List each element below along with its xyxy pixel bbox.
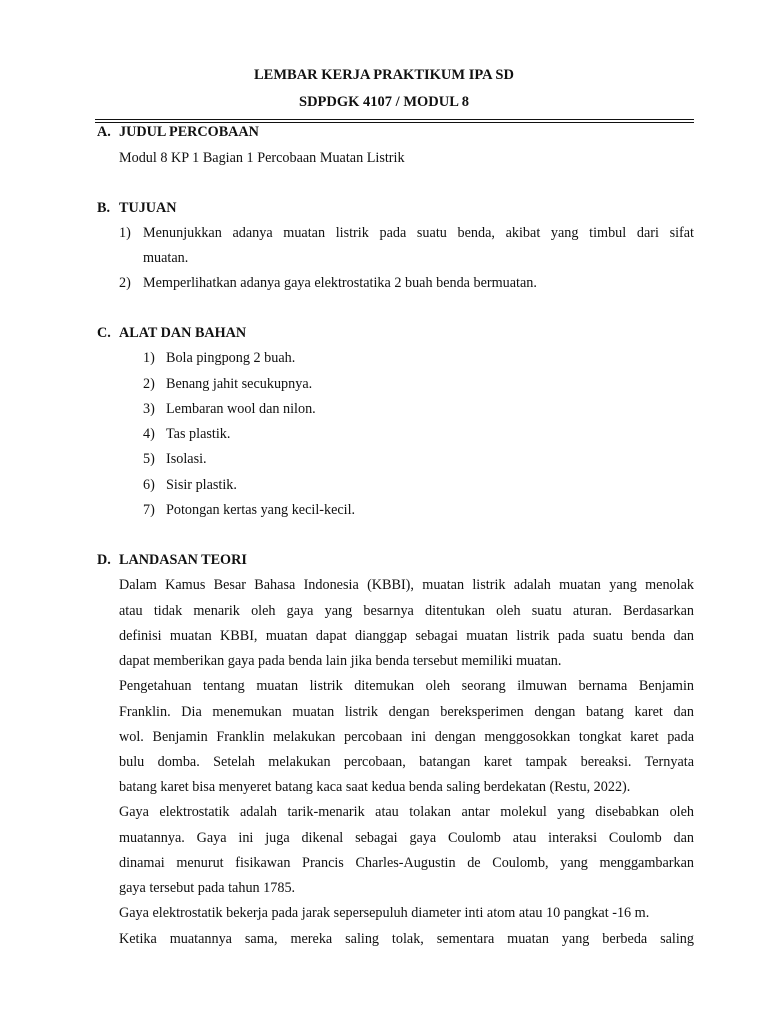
- alat-item-text: Potongan kertas yang kecil-kecil.: [166, 502, 356, 518]
- section-c-letter: C.: [97, 325, 111, 341]
- section-a-letter: A.: [97, 124, 111, 140]
- alat-item-text: Benang jahit secukupnya.: [166, 376, 313, 392]
- alat-item-text: Lembaran wool dan nilon.: [166, 401, 316, 417]
- alat-item-number: 2): [143, 376, 155, 392]
- tujuan-item-number: 1): [119, 225, 131, 241]
- theory-line: muatannya. Gaya ini juga dikenal sebagai gaya Coulomb atau interaksi Coulomb dan: [119, 830, 694, 846]
- theory-line: gaya tersebut pada tahun 1785.: [119, 880, 296, 896]
- alat-item-text: Sisir plastik.: [166, 477, 237, 493]
- section-c-heading: ALAT DAN BAHAN: [119, 325, 247, 341]
- theory-line: definisi muatan KBBI, muatan dapat dianggap sebagai muatan listrik pada suatu benda dan: [119, 628, 694, 644]
- alat-item-number: 6): [143, 477, 155, 493]
- theory-line: Gaya elektrostatik adalah tarik-menarik atau tolakan antar molekul yang disebabkan oleh: [119, 804, 694, 820]
- alat-item-text: Tas plastik.: [166, 426, 231, 442]
- alat-item-number: 1): [143, 350, 155, 366]
- theory-line: dapat memberikan gaya pada benda lain jika benda tersebut memiliki muatan.: [119, 653, 562, 669]
- tujuan-item-line: Memperlihatkan adanya gaya elektrostatika 2 buah benda bermuatan.: [143, 275, 537, 291]
- alat-item-number: 3): [143, 401, 155, 417]
- alat-item-number: 5): [143, 451, 155, 467]
- alat-item-number: 4): [143, 426, 155, 442]
- section-b-heading: TUJUAN: [119, 200, 177, 216]
- tujuan-item-line: Menunjukkan adanya muatan listrik pada suatu benda, akibat yang timbul dari sifat: [143, 225, 694, 241]
- document-subtitle: SDPDGK 4107 / MODUL 8: [299, 94, 469, 110]
- document-title: LEMBAR KERJA PRAKTIKUM IPA SD: [254, 67, 514, 83]
- tujuan-item-line: muatan.: [143, 250, 189, 266]
- theory-line: bulu domba. Setelah melakukan percobaan, batangan karet tampak bereaksi. Ternyata: [119, 754, 694, 770]
- alat-item-number: 7): [143, 502, 155, 518]
- theory-line: Franklin. Dia menemukan muatan listrik dengan bereksperimen dengan batang karet dan: [119, 704, 694, 720]
- theory-line: dinamai menurut fisikawan Prancis Charles-Augustin de Coulomb, yang menggambarkan: [119, 855, 694, 871]
- theory-line: batang karet bisa menyeret batang kaca saat kedua benda saling berdekatan (Restu, 2022).: [119, 779, 631, 795]
- tujuan-item-number: 2): [119, 275, 131, 291]
- theory-line: wol. Benjamin Franklin melakukan percobaan ini dengan menggosokkan tongkat karet pada: [119, 729, 694, 745]
- section-a-text: Modul 8 KP 1 Bagian 1 Percobaan Muatan Listrik: [119, 150, 405, 166]
- theory-line: Gaya elektrostatik bekerja pada jarak sepersepuluh diameter inti atom atau 10 pangkat -16 m.: [119, 905, 650, 921]
- theory-line: Pengetahuan tentang muatan listrik ditemukan oleh seorang ilmuwan bernama Benjamin: [119, 678, 694, 694]
- header-rule-top: [95, 119, 694, 120]
- section-a-heading: JUDUL PERCOBAAN: [119, 124, 259, 140]
- section-d-letter: D.: [97, 552, 111, 568]
- section-b-letter: B.: [97, 200, 111, 216]
- theory-line: Dalam Kamus Besar Bahasa Indonesia (KBBI), muatan listrik adalah muatan yang menolak: [119, 577, 694, 593]
- theory-line: atau tidak menarik oleh gaya yang besarnya ditentukan oleh suatu aturan. Berdasarkan: [119, 603, 694, 619]
- alat-item-text: Isolasi.: [166, 451, 207, 467]
- alat-item-text: Bola pingpong 2 buah.: [166, 350, 296, 366]
- theory-line: Ketika muatannya sama, mereka saling tolak, sementara muatan yang berbeda saling: [119, 931, 694, 947]
- section-d-heading: LANDASAN TEORI: [119, 552, 247, 568]
